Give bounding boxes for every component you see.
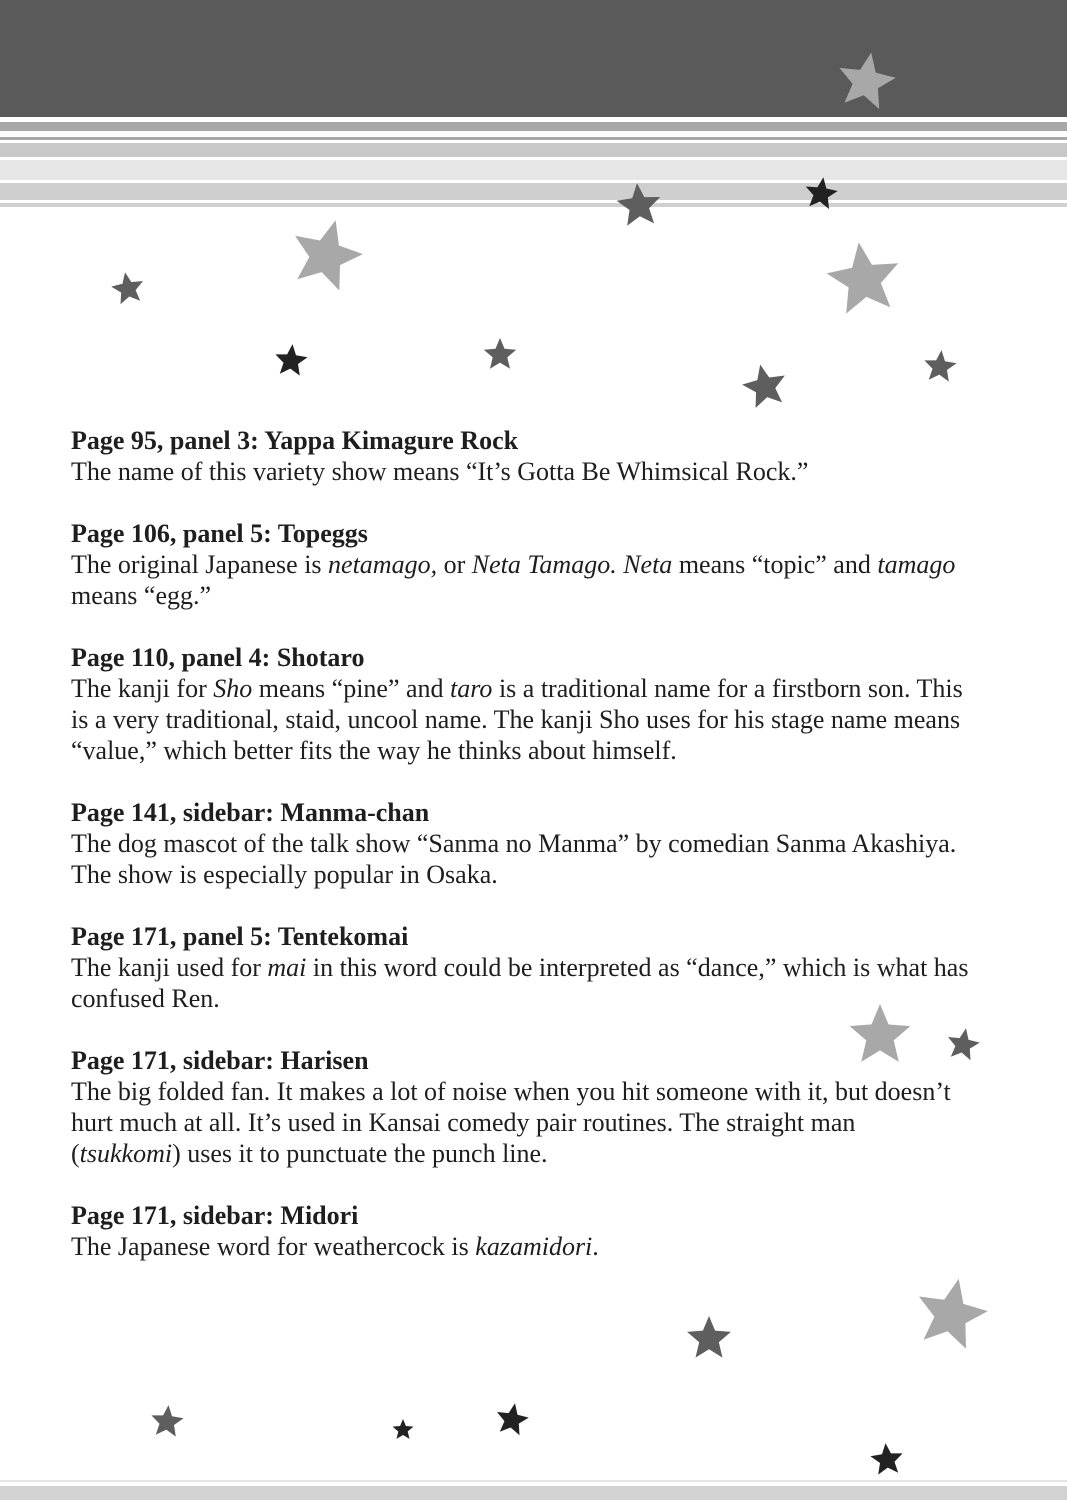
- note-body: [71, 828, 971, 890]
- star-icon: [827, 242, 899, 313]
- star-icon: [617, 183, 661, 226]
- note-text: means “pine” and: [252, 674, 451, 703]
- note-text: The name of this variety show means “It’s Gotta Be Whimsical Rock.”: [71, 457, 809, 486]
- note-title: Page 95, panel 3: Yappa Kimagure Rock: [71, 426, 519, 455]
- note-text: ) uses it to punctuate the punch line.: [172, 1139, 548, 1168]
- note-text-italic: netamago,: [328, 550, 438, 579]
- note-text: means “topic” and: [672, 550, 878, 579]
- note-text-italic: Neta Tamago. Neta: [471, 550, 673, 579]
- note-text-italic: tamago: [877, 550, 956, 579]
- star-icon: [497, 1403, 529, 1435]
- star-icon: [806, 177, 838, 209]
- note-entry: [71, 518, 971, 611]
- note-entry: [71, 797, 971, 890]
- translation-notes: [71, 425, 975, 1293]
- star-icon: [742, 365, 785, 409]
- note-entry: [71, 642, 971, 766]
- note-title: Page 171, panel 5: Tentekomai: [71, 922, 409, 951]
- note-body: [71, 1076, 971, 1169]
- note-title: Page 171, sidebar: Midori: [71, 1201, 359, 1230]
- star-icon: [393, 1419, 414, 1439]
- note-text: The Japanese word for weathercock is: [71, 1232, 476, 1261]
- note-text-italic: mai: [267, 953, 307, 982]
- star-icon: [275, 344, 307, 376]
- star-icon: [840, 53, 896, 110]
- note-text: is a traditional name for a firstborn son. This is a very traditional, staid, uncool name. The kanji Sho uses for his stage name means “value,” which better fits the way he thinks about himself.: [71, 674, 970, 765]
- note-text: The kanji for: [71, 674, 214, 703]
- note-entry: [71, 1200, 971, 1262]
- note-text: The dog mascot of the talk show “Sanma no Manma” by comedian Sanma Akashiya. The show is especially popular in Osaka.: [71, 829, 963, 889]
- note-body: [71, 1231, 971, 1262]
- note-text: The original Japanese is: [71, 550, 329, 579]
- note-body: [71, 952, 975, 1014]
- note-text-italic: kazamidori: [475, 1232, 593, 1261]
- note-text: or: [437, 550, 472, 579]
- star-icon: [924, 350, 956, 382]
- star-icon: [295, 220, 363, 290]
- note-title: Page 141, sidebar: Manma-chan: [71, 798, 430, 827]
- note-text: The big folded fan. It makes a lot of noise when you hit someone with it, but doesn’t hurt much at all. It’s used in Kansai comedy pair routines. The straight man (: [71, 1077, 958, 1168]
- note-body: [71, 673, 971, 766]
- note-text: means “egg.”: [71, 550, 962, 610]
- note-title: Page 106, panel 5: Topeggs: [71, 519, 368, 548]
- note-body: [71, 456, 971, 487]
- star-icon: [484, 338, 516, 369]
- note-entry: [71, 921, 975, 1014]
- star-icon: [870, 1443, 902, 1475]
- note-body: [71, 549, 971, 611]
- note-entry: [71, 1045, 971, 1169]
- note-title: Page 171, sidebar: Harisen: [71, 1046, 369, 1075]
- note-text: The kanji used for: [71, 953, 268, 982]
- note-text-italic: Sho: [213, 674, 253, 703]
- note-text-italic: tsukkomi: [79, 1139, 173, 1168]
- star-icon: [151, 1405, 183, 1437]
- note-title: Page 110, panel 4: Shotaro: [71, 643, 365, 672]
- note-text: .: [592, 1232, 599, 1261]
- note-text: in this word could be interpreted as “dance,” which is what has confused Ren.: [71, 953, 975, 1013]
- note-text-italic: taro: [450, 674, 493, 703]
- note-entry: [71, 425, 971, 487]
- star-icon: [687, 1316, 731, 1358]
- star-icon: [111, 272, 143, 304]
